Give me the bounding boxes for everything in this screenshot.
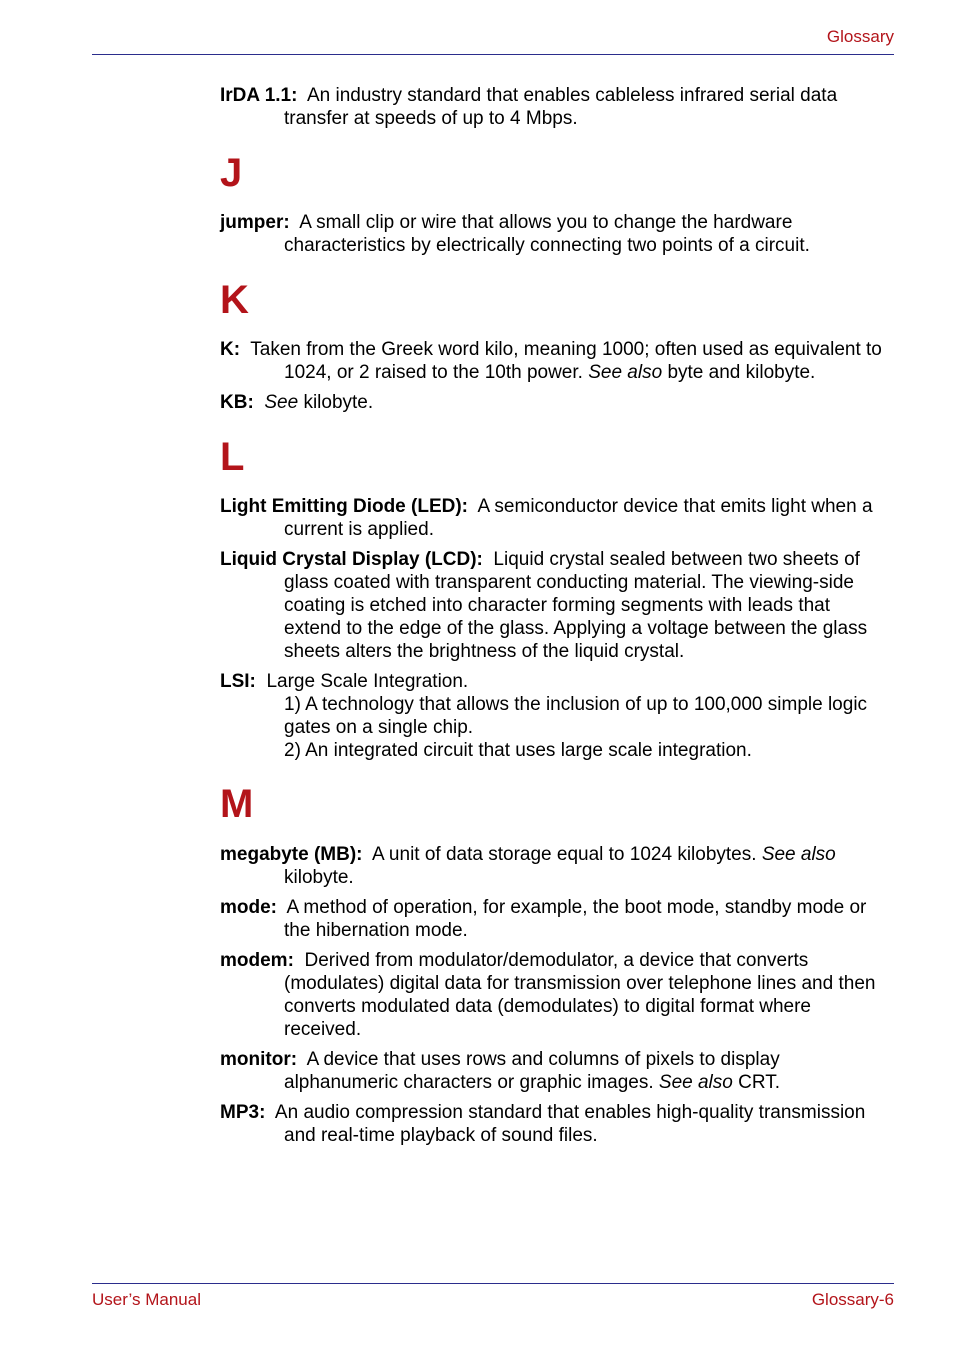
glossary-definition-end: CRT. (738, 1072, 781, 1093)
glossary-content (220, 84, 892, 1154)
glossary-definition-end: byte and kilobyte. (667, 362, 816, 383)
section-letter-k: K (220, 278, 249, 322)
section-letter-m: M (220, 782, 254, 826)
glossary-entry-mp3 (220, 1101, 892, 1147)
section-letter-j: J (220, 151, 243, 195)
glossary-term: IrDA 1.1: (220, 85, 298, 106)
section-letter-l: L (220, 435, 245, 479)
glossary-term: Light Emitting Diode (LED): (220, 496, 469, 517)
glossary-term: jumper: (220, 212, 290, 233)
definition-item-2: 2) An integrated circuit that uses large scale integration. (284, 740, 752, 761)
glossary-entry-jumper (220, 211, 892, 257)
glossary-term: K: (220, 339, 241, 360)
glossary-entry-k (220, 338, 892, 384)
see-also-reference: See also (658, 1072, 733, 1093)
glossary-term: MP3: (220, 1102, 266, 1123)
glossary-definition: Liquid crystal sealed between two sheets of glass coated with transparent conducting material. The viewing-side coating is etched into character forming segments with leads that extend to the edge of the glass. Applying a voltage between the glass sheets alters the brightness of the liquid crystal. (284, 549, 868, 662)
see-also-reference: See also (761, 844, 836, 865)
running-header-title: Glossary (826, 27, 894, 46)
glossary-definition: A semiconductor device that emits light when a current is applied. (284, 496, 873, 540)
glossary-definition: An industry standard that enables cableless infrared serial data transfer at speeds of up to 4 Mbps. (284, 85, 838, 129)
glossary-definition: A small clip or wire that allows you to change the hardware characteristics by electrically connecting two points of a circuit. (284, 212, 810, 256)
footer-page-number: Glossary-6 (811, 1290, 894, 1309)
footer-rule (92, 1283, 894, 1284)
glossary-definition: Taken from the Greek word kilo, meaning 1000; often used as equivalent to 1024, or 2 raised to the 10th power. (250, 339, 882, 383)
glossary-term: KB: (220, 392, 254, 413)
header-rule (92, 54, 894, 55)
glossary-entry-monitor (220, 1048, 892, 1094)
definition-item-1: 1) A technology that allows the inclusion of up to 100,000 simple logic gates on a single chip. (284, 694, 868, 738)
glossary-term: monitor: (220, 1049, 298, 1070)
glossary-definition: Large Scale Integration. (266, 671, 469, 692)
glossary-definition: A device that uses rows and columns of pixels to display alphanumeric characters or graphic images. (284, 1049, 780, 1093)
glossary-definition: A method of operation, for example, the boot mode, standby mode or the hibernation mode. (284, 897, 867, 941)
glossary-definition: A unit of data storage equal to 1024 kilobytes. (372, 844, 757, 865)
glossary-entry-lsi (220, 670, 892, 762)
glossary-term: megabyte (MB): (220, 844, 363, 865)
glossary-term: mode: (220, 897, 277, 918)
glossary-entry-led (220, 495, 892, 541)
glossary-term: Liquid Crystal Display (LCD): (220, 549, 483, 570)
glossary-entry-megabyte (220, 843, 892, 889)
see-also-reference: See also (588, 362, 663, 383)
see-reference: See (264, 392, 299, 413)
glossary-definition: kilobyte. (303, 392, 374, 413)
glossary-entry-mode (220, 896, 892, 942)
glossary-definition: An audio compression standard that enables high-quality transmission and real-time playback of sound files. (274, 1102, 866, 1146)
glossary-entry-irda (220, 84, 892, 130)
glossary-definition-end: kilobyte. (284, 867, 354, 888)
glossary-term: LSI: (220, 671, 256, 692)
footer-manual-title: User’s Manual (92, 1290, 201, 1309)
glossary-entry-modem (220, 949, 892, 1041)
glossary-definition: Derived from modulator/demodulator, a device that converts (modulates) digital data for transmission over telephone lines and then converts modulated data (demodulates) to digital format where received. (284, 950, 876, 1040)
glossary-entry-lcd (220, 548, 892, 663)
glossary-term: modem: (220, 950, 294, 971)
glossary-entry-kb (220, 391, 892, 414)
